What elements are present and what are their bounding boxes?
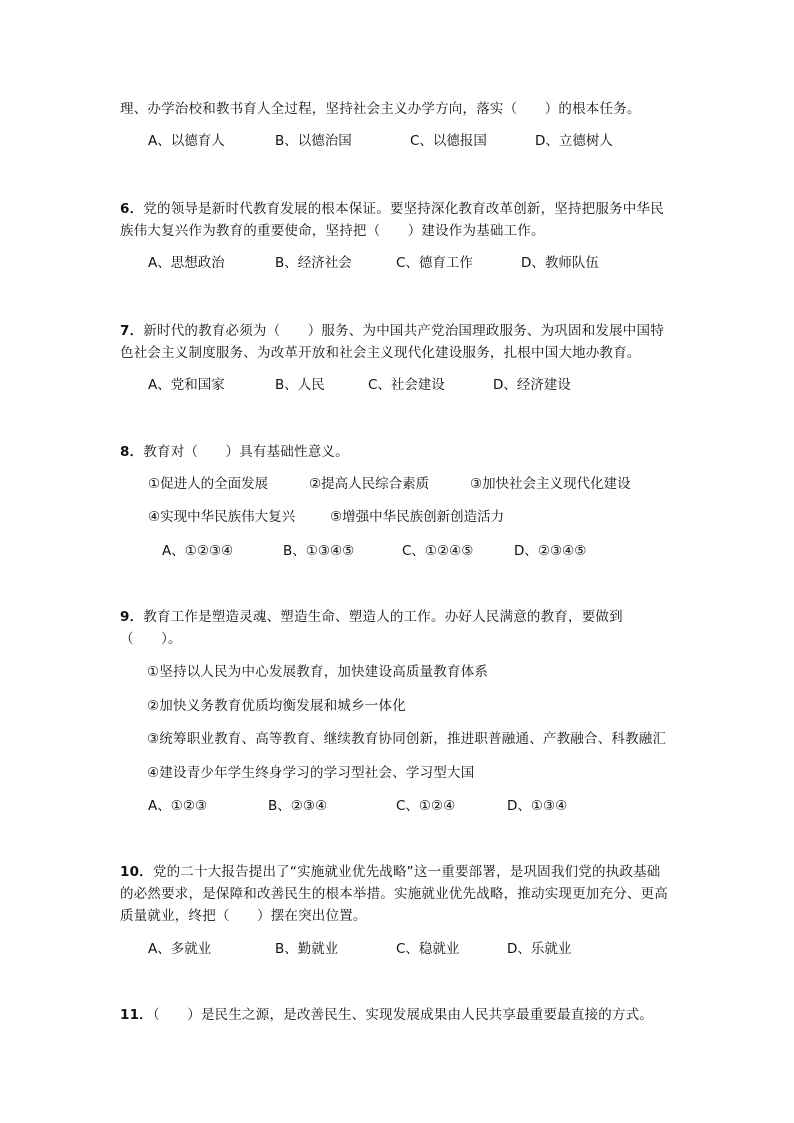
q7-line1: [120, 322, 664, 340]
q8-item-3: ③加快社会主义现代化建设: [470, 476, 631, 492]
q7-option-a[interactable]: A、党和国家: [148, 377, 225, 393]
q8-item-1: ①促进人的全面发展: [148, 476, 269, 492]
q8-option-b[interactable]: B、①③④⑤: [283, 543, 355, 559]
q8-line1: [120, 443, 349, 461]
q10-option-c[interactable]: C、稳就业: [396, 941, 460, 957]
q7-line2: 色社会主义制度服务、为改革开放和社会主义现代化建设服务，扎根中国大地办教育。: [120, 345, 641, 361]
q6-line2: 族伟大复兴作为教育的重要使命，坚持把（ ）建设作为基础工作。: [120, 223, 545, 239]
q6-line1: [120, 200, 664, 218]
q10-option-d[interactable]: D、乐就业: [507, 941, 572, 957]
q6-option-d[interactable]: D、教师队伍: [521, 255, 599, 271]
q9-item-2: ②加快义务教育优质均衡发展和城乡一体化: [147, 698, 406, 714]
q10-line2: 的必然要求，是保障和改善民生的根本举措。实施就业优先战略，推动实现更加充分、更高: [120, 886, 668, 902]
q9-text: 教育工作是塑造灵魂、塑造生命、塑造人的工作。办好人民满意的教育，要做到: [143, 609, 623, 625]
q10-option-b[interactable]: B、勤就业: [275, 941, 339, 957]
q5-option-d[interactable]: D、立德树人: [535, 133, 613, 149]
q9-line2: （ ）。: [120, 631, 182, 647]
q6-option-c[interactable]: C、德育工作: [396, 255, 473, 271]
q11-line1: [120, 1006, 653, 1024]
q9-item-1: ①坚持以人民为中心发展教育，加快建设高质量教育体系: [147, 664, 489, 680]
q9-item-4: ④建设青少年学生终身学习的学习型社会、学习型大国: [147, 765, 475, 781]
q11-number: 11．: [120, 1007, 153, 1023]
q9-option-b[interactable]: B、②③④: [268, 798, 328, 814]
q10-line1: [120, 863, 660, 881]
q5-option-c[interactable]: C、以德报国: [410, 133, 487, 149]
q9-option-a[interactable]: A、①②③: [148, 798, 208, 814]
q7-option-d[interactable]: D、经济建设: [493, 377, 571, 393]
q9-number: 9．: [120, 609, 144, 625]
q5-option-a[interactable]: A、以德育人: [148, 133, 225, 149]
q8-item-2: ②提高人民综合素质: [309, 476, 430, 492]
q9-option-d[interactable]: D、①③④: [507, 798, 568, 814]
q10-number: 10．: [120, 864, 153, 880]
q9-item-3: ③统筹职业教育、高等教育、继续教育协同创新，推进职普融通、产教融合、科教融汇: [147, 731, 667, 747]
q8-item-4: ④实现中华民族伟大复兴: [148, 509, 296, 525]
q8-option-c[interactable]: C、①②④⑤: [402, 543, 474, 559]
q7-text: 新时代的教育必须为（ ）服务、为中国共产党治国理政服务、为巩固和发展中国特: [143, 323, 664, 339]
q8-option-d[interactable]: D、②③④⑤: [514, 543, 587, 559]
q10-option-a[interactable]: A、多就业: [148, 941, 212, 957]
q6-option-a[interactable]: A、思想政治: [148, 255, 225, 271]
q8-text: 教育对（ ）具有基础性意义。: [143, 444, 349, 460]
q9-option-c[interactable]: C、①②④: [396, 798, 456, 814]
q7-option-b[interactable]: B、人民: [275, 377, 325, 393]
q7-option-c[interactable]: C、社会建设: [368, 377, 445, 393]
q6-number: 6．: [120, 201, 144, 217]
q7-number: 7．: [120, 323, 144, 339]
q9-line1: [120, 608, 623, 626]
q11-text: （ ）是民生之源，是改善民生、实现发展成果由人民共享最重要最直接的方式。: [152, 1007, 654, 1023]
q8-number: 8．: [120, 444, 144, 460]
q6-text: 党的领导是新时代教育发展的根本保证。要坚持深化教育改革创新，坚持把服务中华民: [143, 201, 664, 217]
q5-option-b[interactable]: B、以德治国: [275, 133, 352, 149]
q10-text: 党的二十大报告提出了“实施就业优先战略”这一重要部署，是巩固我们党的执政基础: [152, 864, 661, 880]
q10-line3: 质量就业，终把（ ）摆在突出位置。: [120, 908, 367, 924]
q8-item-5: ⑤增强中华民族创新创造活力: [330, 509, 505, 525]
q8-option-a[interactable]: A、①②③④: [162, 543, 234, 559]
q6-option-b[interactable]: B、经济社会: [275, 255, 352, 271]
q5-continuation: 理、办学治校和教书育人全过程，坚持社会主义办学方向，落实（ ）的根本任务。: [120, 101, 641, 117]
